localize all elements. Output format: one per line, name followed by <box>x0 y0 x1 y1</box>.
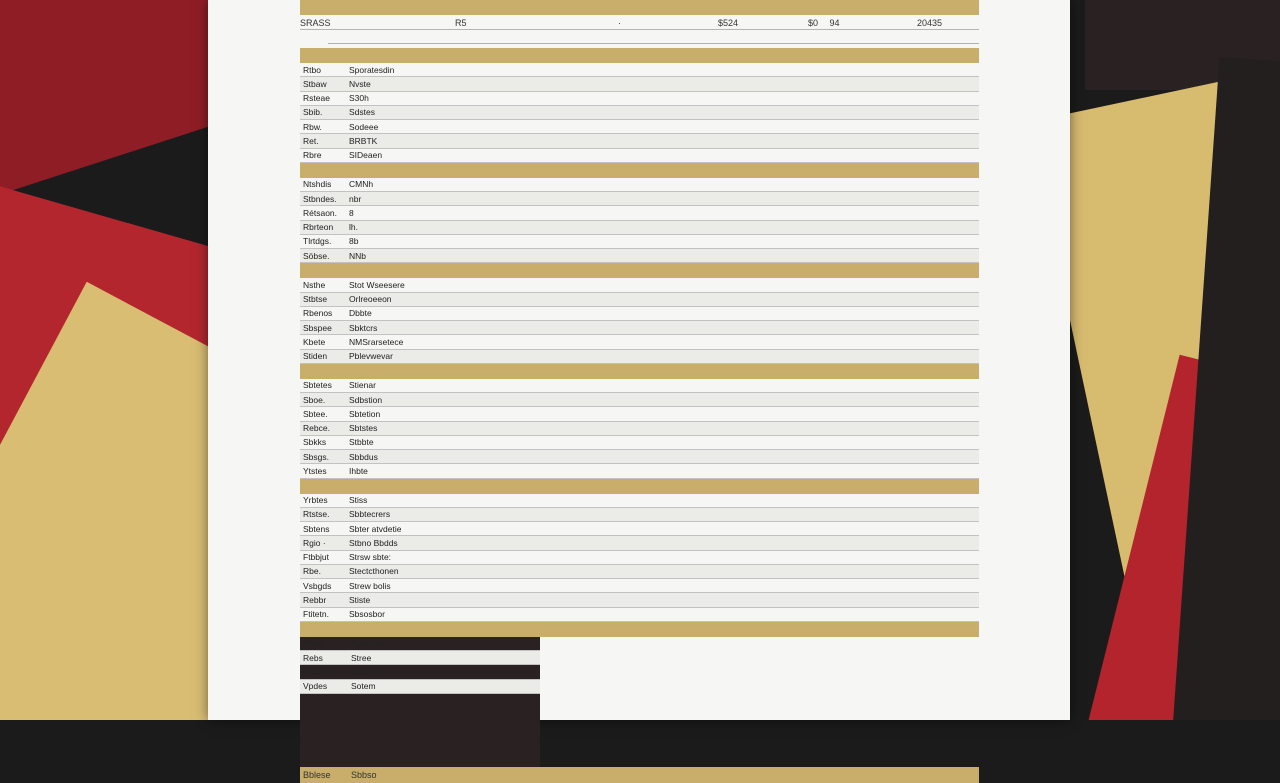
row-label: Rtbo <box>303 64 321 75</box>
row-label: Rétsaon. <box>303 207 338 218</box>
footer-value: Sbbso <box>351 769 377 780</box>
table-row <box>300 120 979 134</box>
row-label: Ftitetn. <box>303 609 329 620</box>
table-row <box>300 464 979 478</box>
section-1 <box>300 63 979 163</box>
section-band-6 <box>300 622 979 637</box>
table-row <box>300 593 979 607</box>
row-value: Stienar <box>349 380 376 391</box>
row-value: Stectcthonen <box>349 566 399 577</box>
row-label: Stbtse <box>303 294 328 305</box>
row-label: Nsthe <box>303 279 326 290</box>
table-row <box>300 608 979 622</box>
table-row <box>300 235 979 249</box>
table-row <box>300 92 979 106</box>
row-value: Dbbte <box>349 308 372 319</box>
row-value: nbr <box>349 193 362 204</box>
row-label: Yrbtes <box>303 495 328 506</box>
row-value: Stree <box>351 652 372 663</box>
table-row <box>300 565 979 579</box>
table-row <box>300 192 979 206</box>
section-6 <box>300 637 540 767</box>
table-row <box>300 508 979 522</box>
row-label: Ntshdis <box>303 179 332 190</box>
row-label: Sbkks <box>303 437 327 448</box>
table-row <box>300 393 979 407</box>
table-row <box>300 637 540 651</box>
row-label: Rbw. <box>303 121 322 132</box>
column-header-row <box>300 15 979 30</box>
row-value: Nvste <box>349 78 371 89</box>
row-value: NMSrarsetece <box>349 336 404 347</box>
row-value: Stiss <box>349 495 368 506</box>
row-label: Sbtetes <box>303 380 332 391</box>
section-3 <box>300 278 979 364</box>
row-value: NNb <box>349 250 367 261</box>
section-2 <box>300 178 979 264</box>
document-sheet <box>208 0 1070 780</box>
table-row <box>300 579 979 593</box>
row-label: Söbse. <box>303 250 330 261</box>
header-col-3: · <box>618 18 621 28</box>
row-value: Strsw sbte: <box>349 552 392 563</box>
header-col-4: $524 <box>718 18 739 28</box>
row-label: Ftbbjut <box>303 552 329 563</box>
row-value: Sbtetion <box>349 408 381 419</box>
section-5 <box>300 494 979 622</box>
row-label: Sbsgs. <box>303 451 329 462</box>
row-value: Sotem <box>351 681 376 692</box>
table-row <box>300 680 540 694</box>
row-label: Stbaw <box>303 78 327 89</box>
row-value: Ihbte <box>349 465 368 476</box>
table-row <box>300 422 979 436</box>
row-value: Sodeee <box>349 121 379 132</box>
row-value: Sbbtecrers <box>349 509 391 520</box>
header-col-2: R5 <box>455 18 467 28</box>
row-value: Sbbdus <box>349 451 378 462</box>
row-value: Sbktcrs <box>349 322 378 333</box>
header-rule <box>328 30 979 44</box>
table-row <box>300 350 979 364</box>
row-label: Vsbgds <box>303 580 332 591</box>
section-band-4 <box>300 364 979 379</box>
header-col-6: 20435 <box>917 18 943 28</box>
table-row <box>300 665 540 679</box>
table-row <box>300 651 540 665</box>
table-row <box>300 407 979 421</box>
document-body <box>300 0 979 783</box>
row-label: Kbete <box>303 336 326 347</box>
table-row <box>300 536 979 550</box>
table-row <box>300 278 979 292</box>
row-label: Sbib. <box>303 107 323 118</box>
row-label: Rsteae <box>303 93 330 104</box>
section-4 <box>300 379 979 479</box>
section-band-3 <box>300 263 979 278</box>
row-value: Stot Wseesere <box>349 279 405 290</box>
table-row <box>300 307 979 321</box>
table-row <box>300 206 979 220</box>
row-label: Ytstes <box>303 465 327 476</box>
row-value: 8 <box>349 207 354 218</box>
row-label: Tlrtdgs. <box>303 236 332 247</box>
top-header-band <box>300 0 979 15</box>
table-row <box>300 249 979 263</box>
table-row <box>300 63 979 77</box>
row-value: 8b <box>349 236 359 247</box>
row-value: Sotset <box>351 666 376 677</box>
row-value: Sbsosbor <box>349 609 385 620</box>
row-value: BRBTK <box>349 135 378 146</box>
row-label: Rgio · <box>303 537 326 548</box>
row-value: Sptetons <box>351 638 385 649</box>
table-row <box>300 321 979 335</box>
row-value: Stbbte <box>349 437 374 448</box>
row-label: Sbtens <box>303 523 330 534</box>
section-band-5 <box>300 479 979 494</box>
table-row <box>300 106 979 120</box>
table-row <box>300 149 979 163</box>
table-row <box>300 450 979 464</box>
row-label: Vpdes <box>303 681 328 692</box>
row-label: Rbre <box>303 150 322 161</box>
row-label: Fisbre <box>303 666 327 677</box>
row-label: Stiden <box>303 351 328 362</box>
header-col-5: $0 94 <box>808 18 840 28</box>
footer-band-row <box>300 767 979 783</box>
row-label: Rbe. <box>303 566 321 577</box>
table-row <box>300 221 979 235</box>
table-row <box>300 293 979 307</box>
row-label: Ret. <box>303 135 319 146</box>
row-value: Sbter atvdetie <box>349 523 402 534</box>
row-value: Sbtstes <box>349 423 378 434</box>
row-label: Sboe. <box>303 394 326 405</box>
table-row <box>300 551 979 565</box>
row-label: Rtstse. <box>303 509 330 520</box>
table-row <box>300 77 979 91</box>
row-value: Orlreoeeon <box>349 294 392 305</box>
table-row <box>300 522 979 536</box>
row-value: Pblevwevar <box>349 351 393 362</box>
row-value: Sdstes <box>349 107 375 118</box>
section-band-1 <box>300 48 979 63</box>
table-row <box>300 436 979 450</box>
footer-label: Bblese <box>303 769 331 780</box>
row-label: Rebs <box>303 652 323 663</box>
row-label: Rbenos <box>303 308 333 319</box>
table-row <box>300 494 979 508</box>
row-label: Stltes. <box>303 638 327 649</box>
row-label: Sbspee <box>303 322 332 333</box>
row-value: S30h <box>349 93 369 104</box>
row-value: lh. <box>349 222 358 233</box>
section-band-2 <box>300 163 979 178</box>
row-value: Sdbstion <box>349 394 383 405</box>
row-value: Sporatesdin <box>349 64 395 75</box>
row-value: SIDeaen <box>349 150 383 161</box>
row-label: Stbndes. <box>303 193 337 204</box>
row-label: Rebbr <box>303 594 327 605</box>
header-col-1: SRASS <box>300 18 331 28</box>
table-row <box>300 379 979 393</box>
table-row <box>300 134 979 148</box>
row-label: Rebce. <box>303 423 330 434</box>
row-value: Stiste <box>349 594 371 605</box>
table-row <box>300 335 979 349</box>
row-label: Sbtee. <box>303 408 328 419</box>
row-value: Stbno Bbdds <box>349 537 398 548</box>
row-value: CMNh <box>349 179 374 190</box>
row-label: Rbrteon <box>303 222 334 233</box>
table-row <box>300 178 979 192</box>
row-value: Strew bolis <box>349 580 391 591</box>
